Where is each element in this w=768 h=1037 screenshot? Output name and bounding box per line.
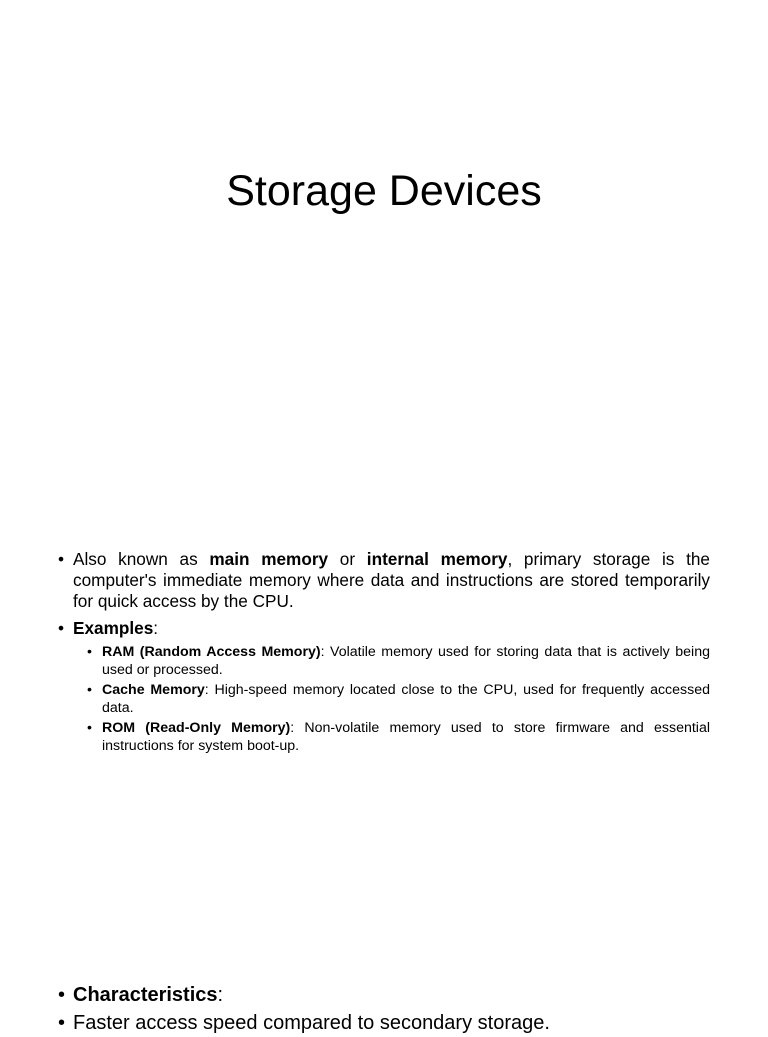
- intro-bullet: [58, 549, 710, 612]
- intro-bold-main-memory: main memory: [209, 549, 329, 569]
- intro-mid: or: [328, 549, 367, 569]
- example-item-rom: [73, 719, 710, 755]
- example-desc: : Volatile memory used for storing data that is actively being used or processed.: [102, 644, 710, 678]
- example-term: RAM (Random Access Memory): [102, 644, 321, 660]
- example-item-ram: [73, 643, 710, 679]
- characteristics-bullet: [58, 981, 710, 1009]
- examples-heading: Examples: [73, 618, 154, 638]
- examples-list: [73, 643, 710, 755]
- intro-bold-internal-memory: internal memory: [366, 549, 508, 569]
- examples-bullet: [58, 618, 710, 755]
- characteristics-item-partial: • Faster access speed compared to secondary storage.: [58, 1009, 710, 1037]
- characteristics-heading: Characteristics: [73, 984, 218, 1006]
- intro-post: , primary storage is the computer's immediate memory where data and instructions are stored temporarily for quick access by the CPU.: [73, 549, 710, 611]
- intro-pre: Also known as: [73, 549, 210, 569]
- example-term: ROM (Read-Only Memory): [102, 720, 291, 736]
- example-desc: : High-speed memory located close to the CPU, used for frequently accessed data.: [102, 682, 710, 716]
- example-desc: : Non-volatile memory used to store firmware and essential instructions for system boot-up.: [102, 720, 710, 754]
- example-term: Cache Memory: [102, 682, 205, 698]
- examples-colon: :: [153, 618, 159, 638]
- content-body: [58, 549, 710, 761]
- characteristics-section: [58, 981, 710, 1037]
- characteristics-colon: :: [217, 984, 224, 1006]
- example-item-cache: [73, 681, 710, 717]
- slide-title: Storage Devices: [226, 167, 542, 215]
